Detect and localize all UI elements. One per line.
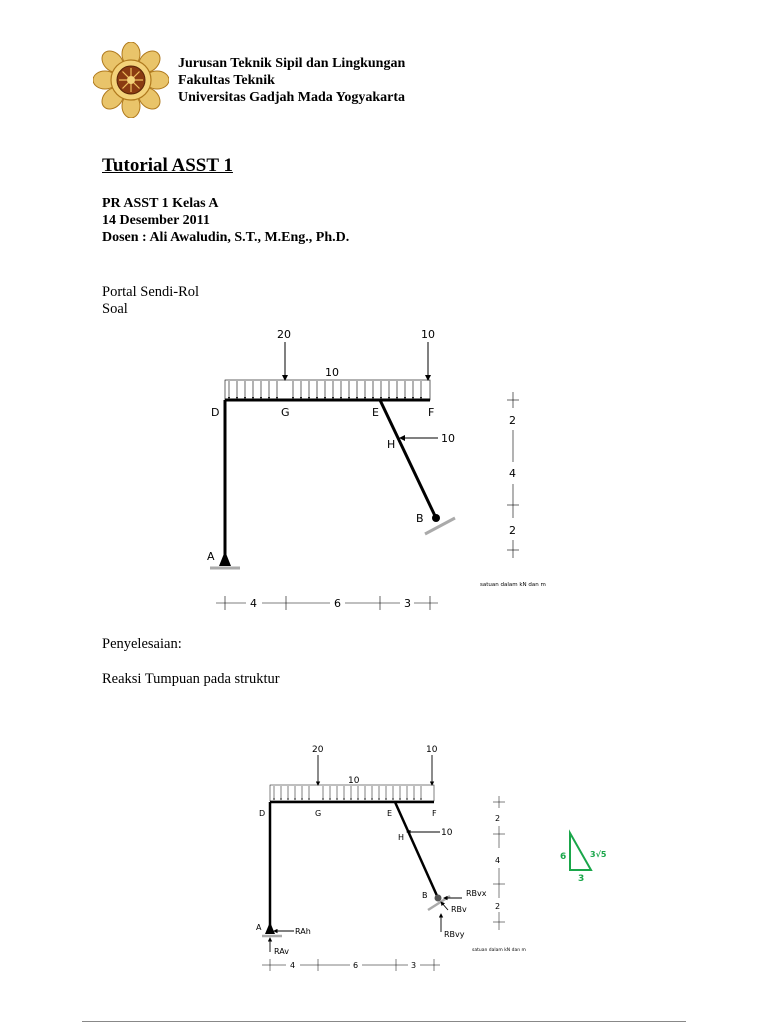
header-line-university: Universitas Gadjah Mada Yogyakarta: [178, 90, 405, 105]
slope-triangle-icon: [570, 833, 591, 870]
dim-v-2-2: 4: [495, 856, 501, 865]
node-d-label-2: D: [259, 809, 266, 818]
triangle-side-label: 6: [560, 852, 567, 862]
rah-label: RAh: [295, 927, 311, 936]
footer-divider: [82, 1021, 686, 1022]
info-lecturer: Dosen : Ali Awaludin, S.T., M.Eng., Ph.D.: [102, 230, 350, 245]
load-h-label: 10: [441, 432, 455, 445]
page-title: Tutorial ASST 1: [102, 155, 233, 176]
load-20-label: 20: [277, 328, 291, 341]
dim-h-2-2: 6: [353, 961, 359, 970]
node-e-label: E: [372, 406, 379, 419]
distributed-load-2: [270, 785, 434, 801]
dim-v-2: 4: [509, 467, 516, 480]
udl-label: 10: [325, 366, 339, 379]
units-note-2: satuan dalam kN dan m: [472, 948, 526, 953]
node-a-label-2: A: [256, 923, 262, 932]
dim-v-1: 2: [509, 414, 516, 427]
rbvy-label: RBvy: [444, 930, 465, 939]
load-10-label-2: 10: [426, 745, 438, 755]
load-10-label: 10: [421, 328, 435, 341]
dim-h-3-2: 3: [411, 961, 417, 970]
node-b-label-2: B: [422, 891, 428, 900]
dim-h-1-2: 4: [290, 961, 296, 970]
node-b-label: B: [416, 512, 424, 525]
dim-v-1-2: 2: [495, 814, 501, 823]
load-h-label-2: 10: [441, 828, 453, 838]
units-note: satuan dalam kN dan m: [480, 582, 546, 588]
roller-support-b-icon-2: [435, 895, 442, 902]
udl-label-2: 10: [348, 776, 360, 786]
dim-v-3: 2: [509, 524, 516, 537]
reactions-heading: Reaksi Tumpuan pada struktur: [102, 671, 280, 687]
node-d-label: D: [211, 406, 220, 419]
dim-h-2: 6: [334, 597, 341, 610]
solution-heading: Penyelesaian:: [102, 636, 182, 652]
node-h-label-2: H: [398, 833, 405, 842]
dim-h-1: 4: [250, 597, 257, 610]
rbv-label: RBv: [451, 905, 467, 914]
dim-v-3-2: 2: [495, 902, 501, 911]
node-h-label: H: [387, 438, 396, 451]
node-g-label-2: G: [315, 809, 322, 818]
node-e-label-2: E: [387, 809, 393, 818]
header-line-faculty: Fakultas Teknik: [178, 73, 275, 88]
reaction-rbv-arrow: [441, 902, 448, 910]
rbvx-label: RBvx: [466, 889, 487, 898]
node-f-label: F: [428, 406, 435, 419]
node-f-label-2: F: [432, 809, 437, 818]
info-class: PR ASST 1 Kelas A: [102, 196, 219, 211]
node-a-label: A: [207, 550, 215, 563]
dim-h-3: 3: [404, 597, 411, 610]
triangle-base-label: 3: [578, 874, 585, 884]
intro-problem-label: Soal: [102, 301, 128, 317]
node-g-label: G: [281, 406, 290, 419]
header-line-department: Jurusan Teknik Sipil dan Lingkungan: [178, 56, 406, 71]
pin-support-a-icon-2: [265, 922, 275, 934]
load-20-label-2: 20: [312, 745, 324, 755]
rav-label: RAv: [274, 947, 289, 956]
info-date: 14 Desember 2011: [102, 213, 210, 228]
intro-structure-type: Portal Sendi-Rol: [102, 284, 200, 300]
triangle-hypotenuse-label: 3√5: [590, 850, 607, 859]
